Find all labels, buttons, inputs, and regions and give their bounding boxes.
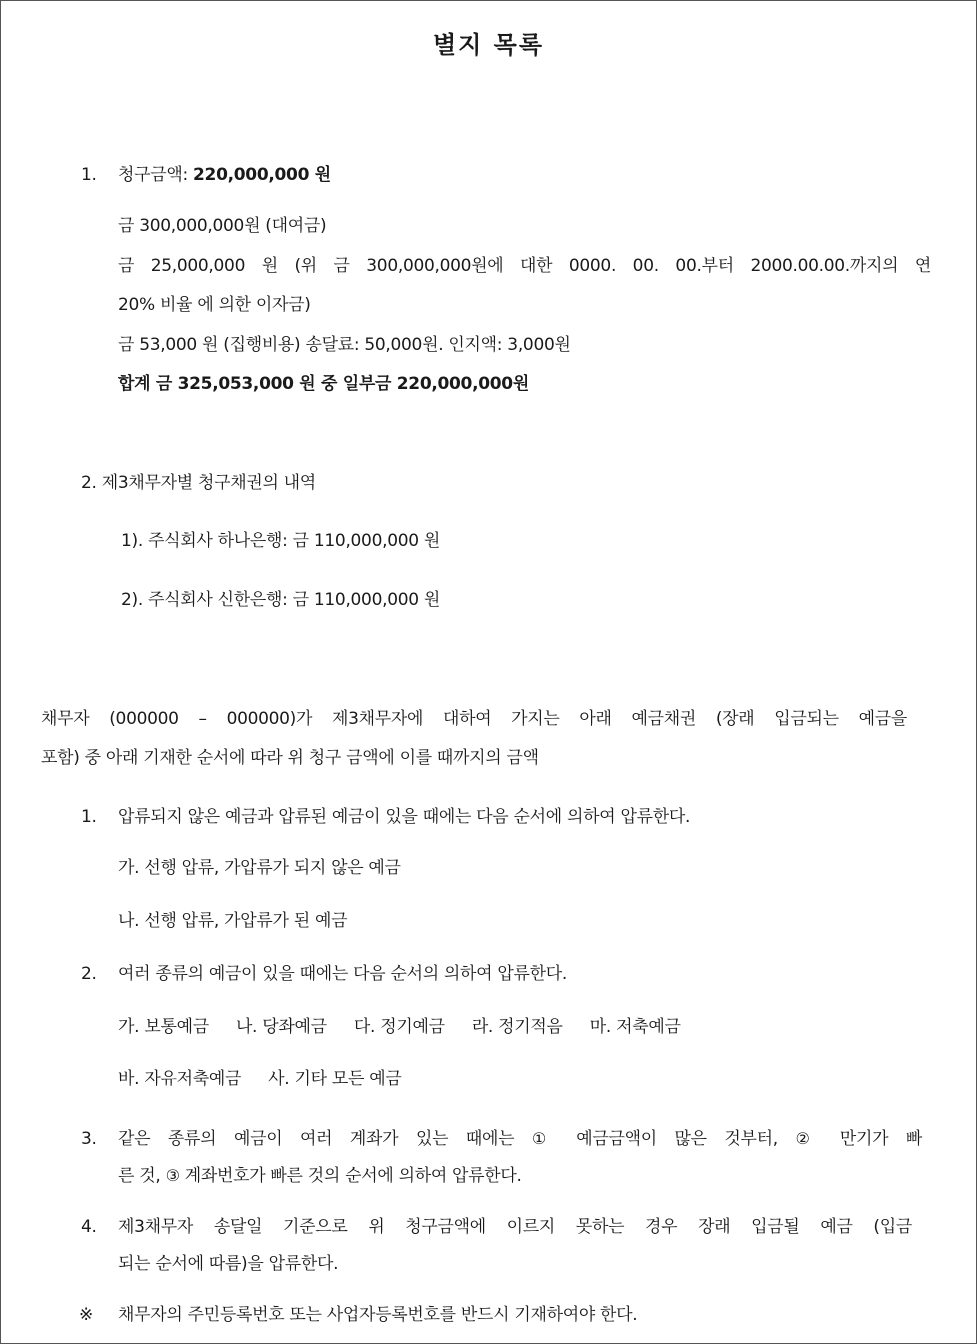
rule1-item-b: 나. 선행 압류, 가압류가 된 예금 — [118, 911, 348, 931]
rule4-number: 4. — [81, 1217, 97, 1237]
interest-line-cont: 20% 비율 에 의한 이자금) — [118, 295, 311, 315]
third-debtor-2: 2). 주식회사 신한은행: 금 110,000,000 원 — [121, 590, 440, 610]
principal-line: 금 300,000,000원 (대여금) — [118, 216, 327, 236]
total-line: 합계 금 325,053,000 원 중 일부금 220,000,000원 — [118, 374, 529, 394]
claim-amount-line — [118, 163, 331, 187]
rule4-line-2: 되는 순서에 따름)을 압류한다. — [118, 1254, 339, 1274]
deposit-types-row-1 — [118, 1015, 681, 1039]
rule3-line-2 — [118, 1164, 522, 1188]
costs-line: 금 53,000 원 (집행비용) 송달료: 50,000원. 인지액: 3,000원 — [118, 335, 571, 355]
rule3-text-part: 만기가 빠 — [822, 1129, 923, 1149]
third-debtor-1: 1). 주식회사 하나은행: 금 110,000,000 원 — [121, 531, 440, 551]
rule1-item-a: 가. 선행 압류, 가압류가 되지 않은 예금 — [118, 858, 401, 878]
claim-amount-label: 청구금액: — [118, 165, 194, 185]
circled-three-marker: ③ — [165, 1166, 180, 1185]
deposit-type: 마. 저축예금 — [589, 1017, 681, 1037]
rule4-line-1: 제3채무자 송달일 기준으로 위 청구금액에 이르지 못하는 경우 장래 입금될 예금 (입금 — [118, 1217, 912, 1237]
rule3-line-1 — [118, 1127, 922, 1151]
rule1-number: 1. — [81, 807, 97, 827]
rule3-text-part: 계좌번호가 빠른 것의 순서에 의하여 압류한다. — [179, 1166, 522, 1186]
rule3-number: 3. — [81, 1129, 97, 1149]
section1-number: 1. — [81, 165, 97, 185]
page-title: 별지 목록 — [432, 31, 545, 59]
intro-line-1: 채무자 (000000 – 000000)가 제3채무자에 대하여 가지는 아래 예금채권 (장래 입금되는 예금을 — [41, 709, 907, 729]
rule3-text-part: 같은 종류의 예금이 여러 계좌가 있는 때에는 — [118, 1129, 532, 1149]
interest-line: 금 25,000,000 원 (위 금 300,000,000원에 대한 0000. 00. 00.부터 2000.00.00.까지의 연 — [118, 256, 931, 276]
deposit-type: 사. 기타 모든 예금 — [268, 1069, 402, 1089]
circled-two-marker: ② — [795, 1129, 823, 1148]
section2-heading: 2. 제3채무자별 청구채권의 내역 — [81, 473, 316, 493]
note-mark: ※ — [79, 1305, 93, 1325]
deposit-types-row-2 — [118, 1067, 401, 1091]
rule3-text-part: 예금금액이 많은 것부터, — [558, 1129, 796, 1149]
circled-one-marker: ① — [531, 1129, 559, 1148]
rule1-text: 압류되지 않은 예금과 압류된 예금이 있을 때에는 다음 순서에 의하여 압류한다. — [118, 807, 691, 827]
deposit-type: 다. 정기예금 — [353, 1017, 445, 1037]
note-text: 채무자의 주민등록번호 또는 사업자등록번호를 반드시 기재하여야 한다. — [118, 1305, 638, 1325]
deposit-type: 가. 보통예금 — [118, 1017, 209, 1037]
claim-amount-value: 220,000,000 원 — [193, 165, 331, 185]
deposit-type: 나. 당좌예금 — [235, 1017, 327, 1037]
deposit-type: 바. 자유저축예금 — [118, 1069, 242, 1089]
intro-line-2: 포함) 중 아래 기재한 순서에 따라 위 청구 금액에 이를 때까지의 금액 — [41, 748, 539, 768]
rule2-text: 여러 종류의 예금이 있을 때에는 다음 순서의 의하여 압류한다. — [118, 964, 567, 984]
rule2-number: 2. — [81, 964, 97, 984]
deposit-type: 라. 정기적음 — [471, 1017, 563, 1037]
rule3-text-part: 른 것, — [118, 1166, 166, 1186]
